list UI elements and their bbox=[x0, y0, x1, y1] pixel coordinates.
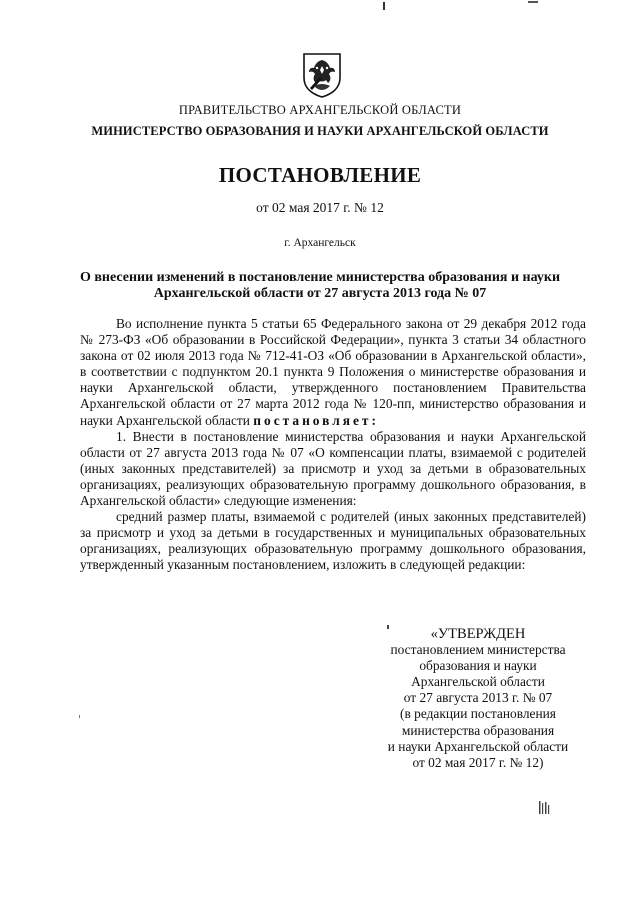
approval-line: Архангельской области bbox=[411, 674, 545, 690]
scan-mark bbox=[383, 2, 385, 10]
approval-line: постановлением министерства bbox=[390, 642, 566, 658]
document-date-number: от 02 мая 2017 г. № 12 bbox=[256, 200, 384, 215]
document-body bbox=[80, 316, 586, 574]
document-title-line: О внесении изменений в постановление министерства образования и науки bbox=[79, 270, 561, 285]
government-name: ПРАВИТЕЛЬСТВО АРХАНГЕЛЬСКОЙ ОБЛАСТИ bbox=[178, 103, 462, 117]
change-paragraph: средний размер платы, взимаемой с родителей (иных законных представителей) за присмотр и уход за детьми в государственных и муниципальных образовательных организациях, реализующих образовательную программу дошкольного образования, утвержденный указанным постановлением, изложить в следующей редакции: bbox=[80, 509, 586, 573]
document-title bbox=[0, 270, 640, 302]
item-1-paragraph: 1. Внести в постановление министерства образования и науки Архангельской области от 27 августа 2013 года № 07 «О компенсации платы, взимаемой с родителей (иных законных представителей) за присмотр и уход за детьми в образовательных организациях, реализующих образовательную программу дошкольного образования, в Архангельской области» следующие изменения: bbox=[80, 428, 586, 509]
document-title-line: Архангельской области от 27 августа 2013 года № 07 bbox=[153, 286, 487, 301]
document-type: ПОСТАНОВЛЕНИЕ bbox=[218, 163, 422, 187]
scan-mark bbox=[538, 800, 552, 816]
approval-line: (в редакции постановления bbox=[400, 706, 556, 722]
approval-stamp-block bbox=[370, 626, 586, 771]
document-city: г. Архангельск bbox=[284, 237, 356, 249]
approval-line: от 27 августа 2013 г. № 07 bbox=[403, 690, 553, 706]
approval-line: министерства образования bbox=[401, 722, 555, 738]
approval-line: «УТВЕРЖДЕН bbox=[430, 626, 526, 642]
decree-word: постановляет: bbox=[253, 412, 379, 428]
preamble-paragraph bbox=[80, 316, 586, 429]
approval-line: и науки Архангельской области bbox=[387, 738, 569, 754]
scan-mark bbox=[528, 1, 538, 3]
approval-line: от 02 мая 2017 г. № 12) bbox=[412, 754, 544, 770]
approval-line: образования и науки bbox=[419, 658, 537, 674]
preamble-text: Во исполнение пункта 5 статьи 65 Федерального закона от 29 декабря 2012 года № 273-ФЗ «Об образовании в Российской Федерации», пункта 3 статьи 34 областного закона от 02 июля 2013 года № 712-41-ОЗ «Об образовании в Архангельской области», в соответствии с подпунктом 20.1 пункта 9 Положения о министерстве образования и науки Архангельской области, утвержденного постановлением Правительства Архангельской области от 27 марта 2012 года № 120-пп, министерство образования и науки Архангельской области bbox=[80, 316, 586, 428]
archangel-coat-of-arms-icon bbox=[302, 52, 342, 98]
ministry-name: МИНИСТЕРСТВО ОБРАЗОВАНИЯ И НАУКИ АРХАНГЕЛЬСКОЙ ОБЛАСТИ bbox=[91, 124, 549, 138]
scan-mark bbox=[79, 715, 80, 718]
